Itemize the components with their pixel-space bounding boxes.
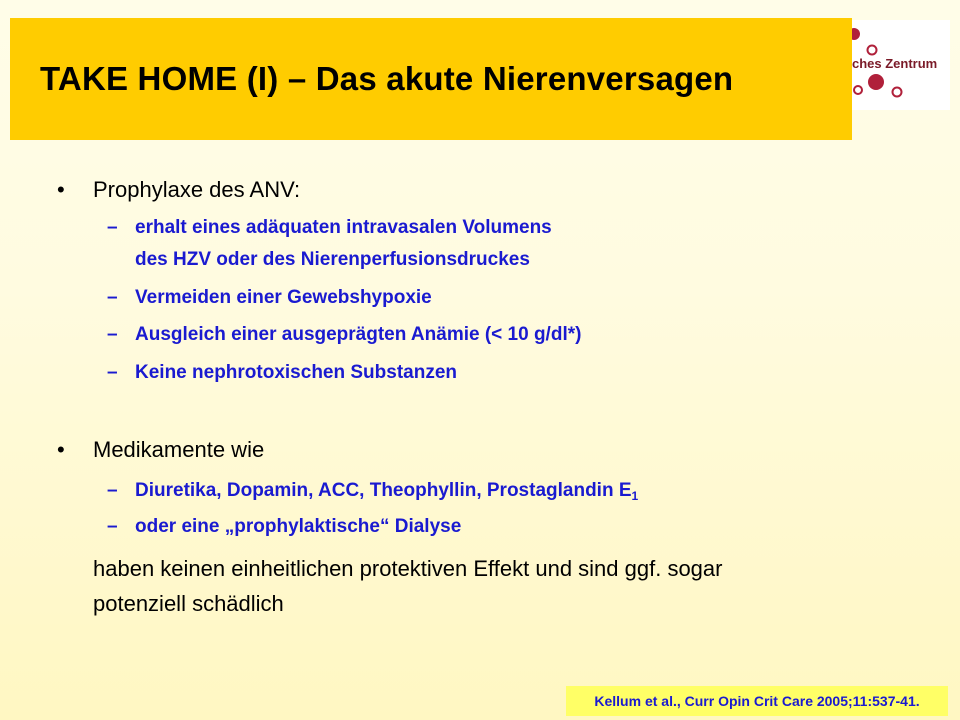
- section1-item: erhalt eines adäquaten intravasalen Volumens: [135, 217, 552, 238]
- section1-item: Keine nephrotoxischen Substanzen: [135, 362, 457, 383]
- citation-box: Kellum et al., Curr Opin Crit Care 2005;11:537-41.: [566, 686, 948, 716]
- bullet-marker: •: [57, 437, 65, 462]
- section2-heading: Medikamente wie: [93, 437, 265, 462]
- section2-item-text: Diuretika, Dopamin, ACC, Theophyllin, Prostaglandin E: [135, 480, 632, 501]
- logo-dot: [893, 88, 902, 97]
- bullet-marker: •: [57, 177, 65, 202]
- subscript: 1: [631, 489, 639, 503]
- slide-title: TAKE HOME (I) – Das akute Nierenversagen: [40, 60, 734, 97]
- section1-item-continuation: des HZV oder des Nierenperfusionsdruckes: [135, 249, 530, 270]
- dash-marker: –: [107, 480, 118, 501]
- conclusion-line: potenziell schädlich: [93, 591, 284, 616]
- section2-item: [135, 479, 638, 508]
- logo-text: ches Zentrum: [852, 56, 938, 71]
- dash-marker: –: [107, 287, 118, 308]
- institution-logo: [852, 20, 950, 110]
- conclusion-line: haben keinen einheitlichen protektiven Effekt und sind ggf. sogar: [93, 556, 723, 581]
- dash-marker: –: [107, 362, 118, 383]
- section2-item: oder eine „prophylaktische“ Dialyse: [135, 516, 462, 537]
- logo-dot: [854, 86, 862, 94]
- dash-marker: –: [107, 324, 118, 345]
- logo-dot: [852, 28, 860, 40]
- section1-item: Vermeiden einer Gewebshypoxie: [135, 287, 432, 308]
- dash-marker: –: [107, 217, 118, 238]
- section1-heading: Prophylaxe des ANV:: [93, 177, 301, 202]
- section1-item: Ausgleich einer ausgeprägten Anämie (< 10 g/dl*): [135, 324, 582, 345]
- dash-marker: –: [107, 516, 118, 537]
- logo-dot: [868, 46, 877, 55]
- logo-dot: [868, 74, 884, 90]
